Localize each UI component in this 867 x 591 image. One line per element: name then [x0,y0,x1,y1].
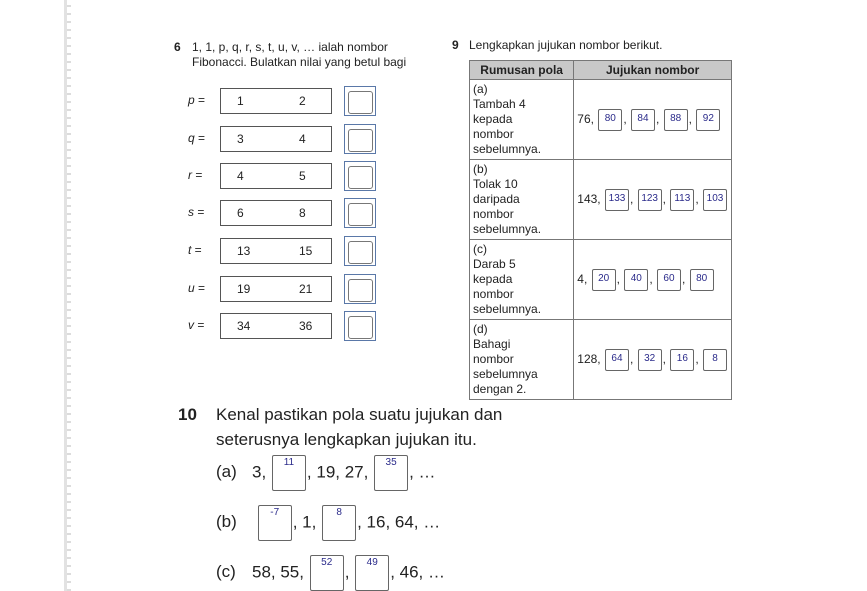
answer-checkbox[interactable] [344,161,376,191]
answer-box[interactable]: 32 [638,349,662,371]
options-box [220,238,332,264]
q10-number: 10 [178,405,197,424]
answer-checkbox[interactable] [344,311,376,341]
q6-row-q: q = 3 4 [180,126,380,152]
row-label: (d) [473,322,488,336]
rule-text: Bahagi nombor sebelumnya dengan 2. [473,337,538,396]
var-label: r [188,168,192,182]
answer-box[interactable]: -7 [258,505,292,541]
q6-text-line2: Fibonacci. Bulatkan nilai yang betul bagi [192,55,407,69]
answer-box[interactable]: 84 [631,109,655,131]
option-b[interactable]: 21 [299,282,313,296]
answer-box[interactable]: 80 [690,269,714,291]
part-label: (c) [216,562,236,582]
sequence-start: 76, [577,111,594,126]
option-a[interactable]: 6 [237,206,244,220]
options-box [220,88,332,114]
part-label: (b) [216,512,237,532]
row-label: (b) [473,162,488,176]
sequence-start: 143, [577,191,601,206]
answer-box[interactable]: 80 [598,109,622,131]
answer-box[interactable]: 49 [355,555,389,591]
q10-header [178,402,502,452]
col-header-rule: Rumusan pola [470,61,574,80]
q10-part-c: (c) 58, 55, 52 , 49 , 46, … [216,555,445,591]
q10-part-b: (b) -7 , 1, 8 , 16, 64, … [216,505,440,541]
answer-checkbox[interactable] [344,236,376,266]
q9-instruction: Lengkapkan jujukan nombor berikut. [469,38,663,52]
q6-row-v: v = 34 36 [180,313,380,339]
option-a[interactable]: 1 [237,94,244,108]
var-label: t [188,243,192,257]
option-a[interactable]: 34 [237,319,251,333]
options-box [220,276,332,302]
q9-header [452,38,662,52]
option-a[interactable]: 13 [237,244,251,258]
options-box [220,126,332,152]
q6-row-t: t = 13 15 [180,238,380,264]
table-row: (c)Darab 5 kepada nombor sebelumnya. 4, 20 , 40 , 60 , 80 [470,240,732,320]
option-b[interactable]: 4 [299,132,306,146]
table-row: (a)Tambah 4 kepada nombor sebelumnya. 76, 80 , 84 , 88 , 92 [470,80,732,160]
option-b[interactable]: 36 [299,319,313,333]
sequence-start: 4, [577,271,588,286]
q6-row-u: u = 19 21 [180,276,380,302]
var-label: p [188,93,195,107]
option-b[interactable]: 5 [299,169,306,183]
q9-table [469,60,732,400]
q6-row-p: p = 1 2 [180,88,380,114]
q9-number: 9 [452,38,459,52]
option-b[interactable]: 8 [299,206,306,220]
part-label: (a) [216,462,237,482]
answer-box[interactable]: 16 [670,349,694,371]
q6-row-s: s = 6 8 [180,200,380,226]
answer-box[interactable]: 11 [272,455,306,491]
answer-box[interactable]: 88 [664,109,688,131]
answer-box[interactable]: 133 [605,189,629,211]
var-label: q [188,131,195,145]
answer-checkbox[interactable] [344,198,376,228]
answer-checkbox[interactable] [344,274,376,304]
answer-box[interactable]: 8 [322,505,356,541]
q6-header [174,40,434,70]
answer-box[interactable]: 123 [638,189,662,211]
page-margin-ticks [67,0,71,591]
option-a[interactable]: 19 [237,282,251,296]
answer-box[interactable]: 20 [592,269,616,291]
answer-box[interactable]: 64 [605,349,629,371]
answer-box[interactable]: 103 [703,189,727,211]
answer-box[interactable]: 92 [696,109,720,131]
answer-checkbox[interactable] [344,86,376,116]
answer-box[interactable]: 40 [624,269,648,291]
row-label: (a) [473,82,488,96]
sequence-start: 128, [577,351,601,366]
q10-text-line1: Kenal pastikan pola suatu jujukan dan [216,405,503,424]
options-box [220,313,332,339]
rule-text: Tambah 4 kepada nombor sebelumnya. [473,97,542,156]
table-row: (d)Bahagi nombor sebelumnya dengan 2. 128, 64 , 32 , 16 , 8 [470,320,732,400]
row-label: (c) [473,242,487,256]
q10-part-a: (a) 3, 11 , 19, 27, 35 , … [216,455,436,491]
answer-box[interactable]: 52 [310,555,344,591]
col-header-sequence: Jujukan nombor [574,61,732,80]
q6-row-r: r = 4 5 [180,163,380,189]
options-box [220,200,332,226]
answer-box[interactable]: 8 [703,349,727,371]
answer-box[interactable]: 113 [670,189,694,211]
var-label: u [188,281,195,295]
rule-text: Darab 5 kepada nombor sebelumnya. [473,257,542,316]
option-a[interactable]: 4 [237,169,244,183]
answer-box[interactable]: 35 [374,455,408,491]
var-label: v [188,318,194,332]
var-label: s [188,205,194,219]
q6-text-line1: 1, 1, p, q, r, s, t, u, v, … ialah nombor [192,40,388,54]
q6-number: 6 [174,40,181,54]
q10-text-line2: seterusnya lengkapkan jujukan itu. [216,430,477,449]
option-b[interactable]: 15 [299,244,313,258]
answer-checkbox[interactable] [344,124,376,154]
option-a[interactable]: 3 [237,132,244,146]
answer-box[interactable]: 60 [657,269,681,291]
options-box [220,163,332,189]
table-row: (b)Tolak 10 daripada nombor sebelumnya. 143, 133 , 123 , 113 , 103 [470,160,732,240]
option-b[interactable]: 2 [299,94,306,108]
rule-text: Tolak 10 daripada nombor sebelumnya. [473,177,542,236]
